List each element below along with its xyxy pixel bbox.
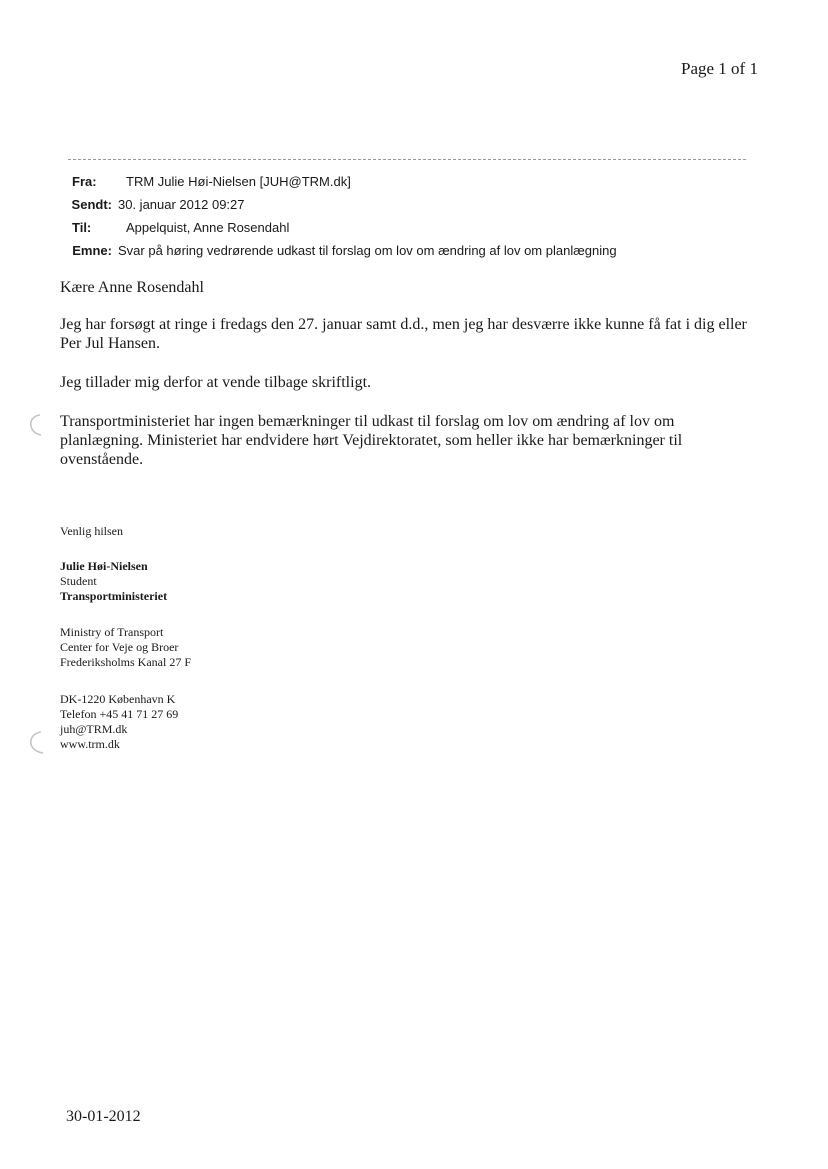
from-value: TRM Julie Høi-Nielsen [JUH@TRM.dk] [126, 174, 351, 189]
contact-phone: Telefon +45 41 71 27 69 [60, 707, 179, 721]
signature-address [60, 625, 191, 670]
header-row-from [60, 170, 617, 193]
address-line-1: Ministry of Transport [60, 625, 164, 639]
signature-role: Student [60, 574, 97, 588]
header-divider [68, 159, 746, 160]
header-row-to [60, 216, 617, 239]
to-value: Appelquist, Anne Rosendahl [126, 220, 290, 235]
subject-value: Svar på høring vedrørende udkast til forslag om lov om ændring af lov om planlægning [118, 243, 617, 258]
subject-label: Emne: [72, 243, 112, 258]
body-paragraph-1: Jeg har forsøgt at ringe i fredags den 27. januar samt d.d., men jeg har desværre ikke kunne få fat i dig eller Per Jul Hansen. [60, 316, 747, 352]
email-header [60, 170, 617, 262]
body-paragraph-2: Jeg tillader mig derfor at vende tilbage skriftligt. [60, 374, 372, 391]
contact-email[interactable]: juh@TRM.dk [60, 722, 128, 736]
signature-closing: Venlig hilsen [60, 524, 123, 538]
to-label: Til: [72, 220, 92, 235]
punch-hole-mark-top [28, 413, 44, 437]
page-number: Page 1 of 1 [681, 59, 758, 78]
address-line-3: Frederiksholms Kanal 27 F [60, 655, 191, 669]
footer-date: 30-01-2012 [66, 1108, 141, 1125]
contact-website[interactable]: www.trm.dk [60, 737, 120, 751]
sent-value: 30. januar 2012 09:27 [118, 197, 245, 212]
punch-hole-mark-bottom [28, 730, 46, 756]
sent-label: Sendt: [71, 197, 112, 212]
contact-city: DK-1220 København K [60, 692, 176, 706]
body-paragraph-3: Transportministeriet har ingen bemærkninger til udkast til forslag om lov om ændring af lov om planlægning. Ministeriet har endvidere hørt Vejdirektoratet, som heller ikke har bemærkninger til ovenstående. [60, 413, 683, 468]
signature-name: Julie Høi-Nielsen [60, 559, 148, 573]
signature-contact [60, 692, 178, 752]
greeting: Kære Anne Rosendahl [60, 279, 204, 296]
signature-organization: Transportministeriet [60, 589, 168, 603]
header-row-sent [60, 193, 617, 216]
from-label: Fra: [72, 174, 97, 189]
signature-block [60, 559, 167, 604]
address-line-2: Center for Veje og Broer [60, 640, 179, 654]
header-row-subject [60, 239, 617, 262]
